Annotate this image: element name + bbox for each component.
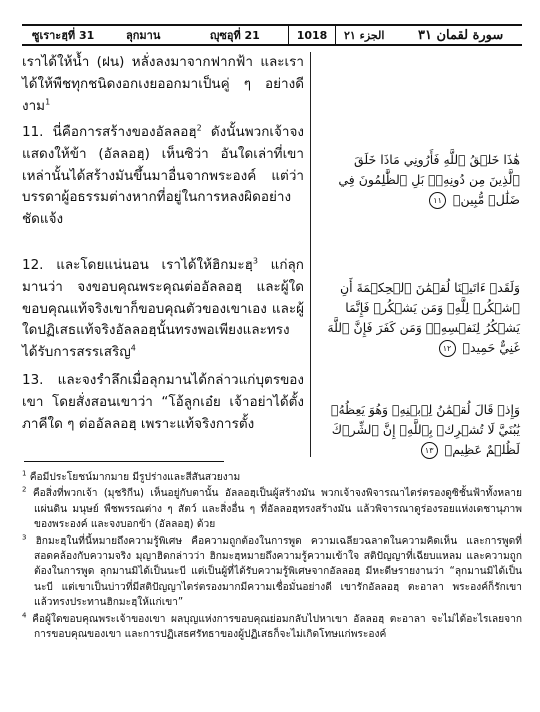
arabic-verse-13: وَإِذۡ قَالَ لُقۡمَٰنُ لِٱبۡنِهِۦ وَهُوَ يَعِظُهُۥ يَٰبُنَيَّ لَا تُشۡرِكۡ بِٱللَّهِۖ إِنَّ ٱلشِّرۡكَ لَظُلۡمٌ عَظِيمٞ ١٣ (330, 402, 520, 457)
juz-label: ญุซอุที่ 21 (210, 29, 260, 42)
verse-number: 12. (22, 257, 44, 273)
verse-number-badge: ١٣ (421, 442, 438, 459)
footnote: $^2$ คือสิ่งที่พวกเจ้า (มุชริกีน) เห็นอยู่กับตานั้น อัลลอฮฺเป็นผู้สร้างมัน พวกเจ้าจงพิจารณาไตร่ตรองดูซิชั้นฟ้าทั้งหลาย แผ่นดิน มนุษย์ พืชพรรณต่าง ๆ สัตว์ และสิ่งอื่น ๆ ที่อัลลอฮฺทรงสร้างมัน แล้วพิจารณาดูร่องรอยแห่งเดชานุภาพของพระองค์ และจงบอกข้า (อัลลอฮฺ) ด้วย (22, 486, 522, 531)
thai-translation-column (22, 52, 304, 457)
verse-number: 13. (22, 372, 44, 388)
footnote-ref: 3 (252, 256, 258, 266)
page-header (22, 24, 522, 46)
arabic-text-column (316, 52, 522, 457)
sura-number-label: ซูเราะฮฺที่ 31 (32, 29, 95, 42)
translation-verse-11: 11. นี่คือการสร้างของอัลลอฮฺ$^2$ ดังนั้นพวกเจ้าจงแสดงให้ข้า (อัลลอฮฺ) เห็นซิว่า อันใดเล่าที่เขาเหล่านั้นได้สร้างมันขึ้นมาอื่นจากพระองค์ แต่ว่าบรรดาผู้อธรรมต่างหากที่อยู่ในการหลงผิดอย่างชัดแจ้ง (22, 123, 304, 228)
arabic-juz-label: الجزء ٢١ (344, 28, 385, 42)
verse-number: 11. (22, 124, 44, 140)
page-number: 1018 (288, 26, 336, 44)
footnote-ref: 4 (130, 343, 136, 353)
footnotes (22, 470, 522, 643)
footnote-rule (24, 461, 224, 462)
column-divider (310, 52, 311, 457)
arabic-verse-11: هَٰذَا خَلۡقُ ٱللَّهِ فَأَرُونِي مَاذَا خَلَقَ ٱلَّذِينَ مِن دُونِهِۦۚ بَلِ ٱلظَّٰلِمُونَ فِي ضَلَٰلٖ مُّبِينٖ ١١ (338, 152, 520, 207)
footnote-ref: 1 (45, 97, 51, 107)
translation-verse-13: 13. และจงรำลึกเมื่อลุกมานได้กล่าวแก่บุตรของเขา โดยสั่งสอนเขาว่า “โอ้ลูกเอ๋ย เจ้าอย่าได้ตั้งภาคีใด ๆ ต่ออัลลอฮฺ เพราะแท้จริงการตั้ง (22, 372, 304, 432)
footnote: $^4$ คือผู้ใดขอบคุณพระเจ้าของเขา ผลบุญแห่งการขอบคุณย่อมกลับไปหาเขา อัลลอฮฺ ตะอาลา จะไม่ได้อะไรเลยจากการขอบคุณของเขา และการปฏิเสธศรัทธาของผู้ปฏิเสธก็จะไม่เกิดโทษแก่พระองค์ (22, 611, 522, 641)
verse-number-badge: ١١ (429, 192, 446, 209)
translation-verse-12: 12. และโดยแน่นอน เราได้ให้ฮิกมะฮฺ$^3$ แก่ลุกมานว่า จงขอบคุณพระคุณต่ออัลลอฮฺ และผู้ใดขอบคุณแท้จริงเขาก็ขอบคุณตัวของเขาเอง และผู้ใดปฏิเสธแท้จริงอัลลอฮฺนั้นทรงพอเพียงและทรงได้รับการสรรเสริญ$^4$ (22, 256, 304, 361)
quran-page (22, 24, 522, 694)
footnote-ref: 2 (196, 123, 202, 133)
translation-paragraph: เราได้ให้น้ำ (ฝน) หลั่งลงมาจากฟากฟ้า และเราได้ให้พืชทุกชนิดงอกเงยออกมาเป็นคู่ ๆ อย่างดีงาม$^1$ (22, 54, 304, 114)
verse-number-badge: ١٢ (439, 340, 456, 357)
arabic-sura-label: سورة لقمان ٣١ (418, 27, 504, 43)
sura-name: ลุกมาน (126, 29, 161, 42)
arabic-verse-12: وَلَقَدۡ ءَاتَيۡنَا لُقۡمَٰنَ ٱلۡحِكۡمَةَ أَنِ ٱشۡكُرۡ لِلَّهِۚ وَمَن يَشۡكُرۡ فَإِنَّمَا يَشۡكُرُ لِنَفۡسِهِۦۖ وَمَن كَفَرَ فَإِنَّ ٱللَّهَ غَنِيٌّ حَمِيدٞ ١٢ (327, 280, 520, 355)
footnote: $^1$ คือมีประโยชน์มากมาย มีรูปร่างและสีสันสวยงาม (22, 469, 241, 483)
footnote: $^3$ ฮิกมะฮฺในที่นี้หมายถึงความรู้พิเศษ คือความถูกต้องในการพูด ความเฉลียวฉลาดในความคิดเห็น และการพูดที่สอดคล้องกับความจริง มุญาฮิดกล่าวว่า ฮิกมะฮฺหมายถึงความรู้ความเข้าใจ สติปัญญาที่เฉียบแหลม และความถูกต้องในการพูด ลุกมานมิได้เป็นนะบี แต่เป็นผู้ที่ได้รับความรู้พิเศษจากอัลลอฮฺ มีหะดีษรายงานว่า “ลุกมานมิได้เป็นนะบี แต่เขาเป็นบ่าวที่มีสติปัญญาไตร่ตรองมากมีความเชื่อมั่นอย่างดี เขารักอัลลอฮฺ ตะอาลา พระองค์ก็รักเขา แล้วทรงประทานฮิกมะฮฺให้แก่เขา” (22, 533, 522, 609)
